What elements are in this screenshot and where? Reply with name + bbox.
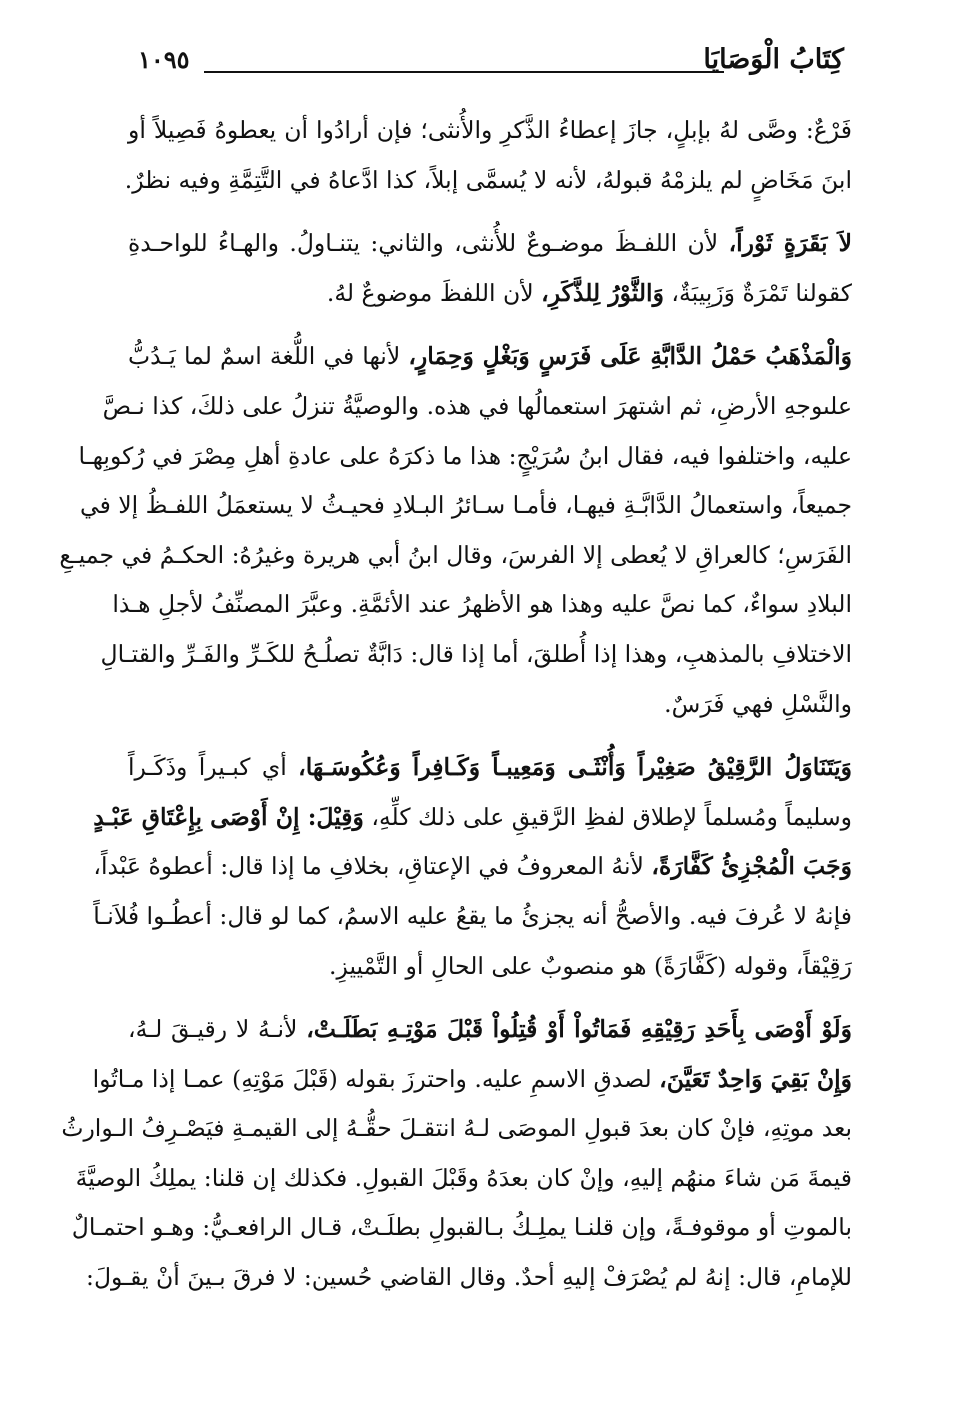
paragraph xyxy=(124,106,852,205)
text-line xyxy=(93,793,852,843)
commentary-text: بعد موتِهِ، فإنْ كان بعدَ قبولِ الموصَى لـهُ انتقـلَ حقُّـهُ إلى القيمـةِ فيَصْـرِفُ الـوارثُ xyxy=(61,1114,852,1143)
text-line xyxy=(128,106,852,156)
paragraph xyxy=(128,219,852,318)
header-rule xyxy=(204,71,724,73)
commentary-text: لأنـهُ لا رقيـقَ لـهُ، xyxy=(128,1015,307,1044)
commentary-text: علىوجهِ الأرضِ، ثم اشتهرَ استعمالُها في هذه. والوصيَّةُ تنزلُ على ذلكَ، كذا نـصَّ xyxy=(102,391,852,420)
text-line xyxy=(112,580,852,630)
commentary-text: لأن اللفـظَ موضـوعٌ للأُنثى، والثاني: يتنـاولُ. والهـاءُ للواحـدةِ xyxy=(128,229,729,258)
matn-text: وَالثَّوْرُ لِلذَّكَرِ، xyxy=(541,278,664,307)
commentary-text: بالموتِ أو موقوفـةً، وإن قلنـا يملِـكُ بـالقبولِ بطلَـتْ، قـال الرافعـيُّ: وهـو احتمـالٌ xyxy=(71,1213,852,1242)
running-title: كِتَابُ الْوَصَايَا xyxy=(703,44,844,75)
commentary-text: لأنها في اللُّغة اسمٌ لما يَـدُبُّ xyxy=(128,342,409,371)
matn-text: وَجَبَ الْمُجْزِئُ كَفَّارَةً، xyxy=(651,852,852,881)
matn-text: وَلَوْ أَوْصَى بِأَحَدِ رَقِيْقِهِ فَمَاتُواْ أَوْ قُتِلُواْ قَبْلَ مَوْتِـهِ بَطَلَـتْ، xyxy=(306,1015,852,1044)
page-body xyxy=(59,106,853,1317)
page-header xyxy=(138,42,844,82)
text-line xyxy=(71,1203,852,1253)
paragraph xyxy=(61,1005,852,1303)
commentary-text: البلادِ سواءٌ، كما نصَّ عليه وهذا هو الأظهرُ عند الأئمَّةِ. وعبَّرَ المصنِّفُ لأجلِ هـذا xyxy=(112,590,852,619)
text-line xyxy=(93,892,852,942)
paragraph xyxy=(93,743,853,991)
text-line xyxy=(102,382,852,432)
page-number: ١٠٩٥ xyxy=(138,45,190,74)
text-line xyxy=(79,481,852,531)
commentary-text: فإنهُ لا عُرفَ فيه. والأصحُّ أنه يجزئُ ما يقعُ عليه الاسمُ، كما لو قال: أعطُـوا فُلاَنـاً xyxy=(93,901,852,930)
text-line xyxy=(61,1104,852,1154)
commentary-text: الفَرَسِ؛ كالعراقِ لا يُعطى إلا الفرسَ، وقال ابنُ أبي هريرة وغيرُهُ: الحكـمُ في جميـعِ xyxy=(59,540,852,569)
commentary-text: عليه، واختلفوا فيه، فقال ابنُ سُرَيْجٍ: هذا ما ذكرَهُ على عادةِ أهلِ مِصْرَ في رُكوبِهـا xyxy=(78,441,852,470)
text-line xyxy=(100,630,852,680)
paragraph xyxy=(59,332,852,729)
text-line xyxy=(75,1154,852,1204)
commentary-text: للإمامِ، قال: إنهُ لم يُصْرَفْ إليهِ أحدٌ. وقال القاضي حُسين: لا فرقَ بـينَ أنْ يقـولَ: xyxy=(86,1263,852,1292)
commentary-text: فَرْعٌ: وصَّى لهُ بإبلٍ، جازَ إعطاءُ الذَّكرِ والأُنثى؛ فإن أرادُوا أن يعطوهُ فَصِيلاً أو xyxy=(128,116,852,144)
commentary-text: لصدقِ الاسمِ عليه. واحترزَ بقوله (قَبْلَ مَوْتِهِ) عمـا إذا مـاتُوا xyxy=(92,1064,660,1093)
matn-text: وَيَتَنَاوَلُ الرَّقِيْقُ صَغِيْراً وَأُنْثَـى وَمَعِيبـاً وَكَـافِراً وَعُكُوسَـهَا، xyxy=(298,753,853,782)
matn-text: وَالْمَذْهَبُ حَمْلُ الدَّابَّةِ عَلَى فَرَسٍ وَبَغْلٍ وَحِمَارٍ، xyxy=(408,342,852,371)
text-line xyxy=(128,942,852,992)
text-line xyxy=(93,842,852,892)
text-line xyxy=(78,432,852,482)
matn-text: وَقِيْلَ: إِنْ أَوْصَى بِإِعْتَاقِ عَبْـدٍ xyxy=(93,802,364,831)
commentary-text: ابنَ مَخَاضٍ لم يلزمْهُ قبولهُ، لأنه لا يُسمَّى إبلاً، كذا ادَّعاهُ في التَّتِمَّةِ وفيه نظرٌ. xyxy=(124,165,852,194)
matn-text: وَإِنْ بَقِيَ وَاحِدٌ تَعَيَّنَ، xyxy=(659,1064,852,1093)
text-line xyxy=(86,1253,852,1303)
text-line xyxy=(128,680,852,730)
commentary-text: لأن اللفظَ موضوعٌ لهُ. xyxy=(326,278,542,307)
text-line xyxy=(59,531,852,581)
text-line xyxy=(128,743,852,793)
commentary-text: أي كبـيراً وذَكَـراً xyxy=(128,753,299,782)
text-line xyxy=(124,156,852,206)
text-line xyxy=(128,219,852,269)
commentary-text: لأنهُ المعروفُ في الإعتاقِ، بخلافِ ما إذا قال: أعطوهُ عَبْداً، xyxy=(93,852,652,881)
commentary-text: كقولنا تَمْرَةٌ وَزَبِيبَةٌ، xyxy=(663,278,852,307)
commentary-text: جميعاً، واستعمالُ الدَّابَّـةِ فيهـا، فأمـا سـائرُ البـلادِ فحيـثُ لا يستعمَلُ اللفـظُ إلا في xyxy=(79,491,852,520)
text-line xyxy=(128,269,852,319)
commentary-text: الاختلافِ بالمذهبِ، وهذا إذا أُطلقَ، أما إذا قال: دَابَّةٌ تصلُـحُ للكَـرِّ والفَـرِّ والقتـالِ xyxy=(100,639,852,668)
commentary-text: رَقِيْقاً، وقوله (كَفَّارَةً) هو منصوبٌ على الحالِ أو التَّمْييزِ. xyxy=(329,951,852,980)
text-line xyxy=(128,1005,852,1055)
text-line xyxy=(128,332,852,382)
commentary-text: والنَّسْلِ فهي فَرَسٌ. xyxy=(664,689,852,718)
commentary-text: وسليماً ومُسلماً لإطلاق لفظِ الرَّقيقِ على ذلك كلِّهِ، xyxy=(363,802,852,831)
text-line xyxy=(92,1055,852,1105)
commentary-text: قيمةَ مَن شاءَ منهُم إليهِ، وإنْ كان بعدَهُ وقَبْلَ القبولِ. فكذلك إن قلنا: يملِكُ الوصيَّةَ xyxy=(75,1163,852,1192)
matn-text: لاَ بَقَرَةٍ ثَوْراً، xyxy=(728,229,852,258)
